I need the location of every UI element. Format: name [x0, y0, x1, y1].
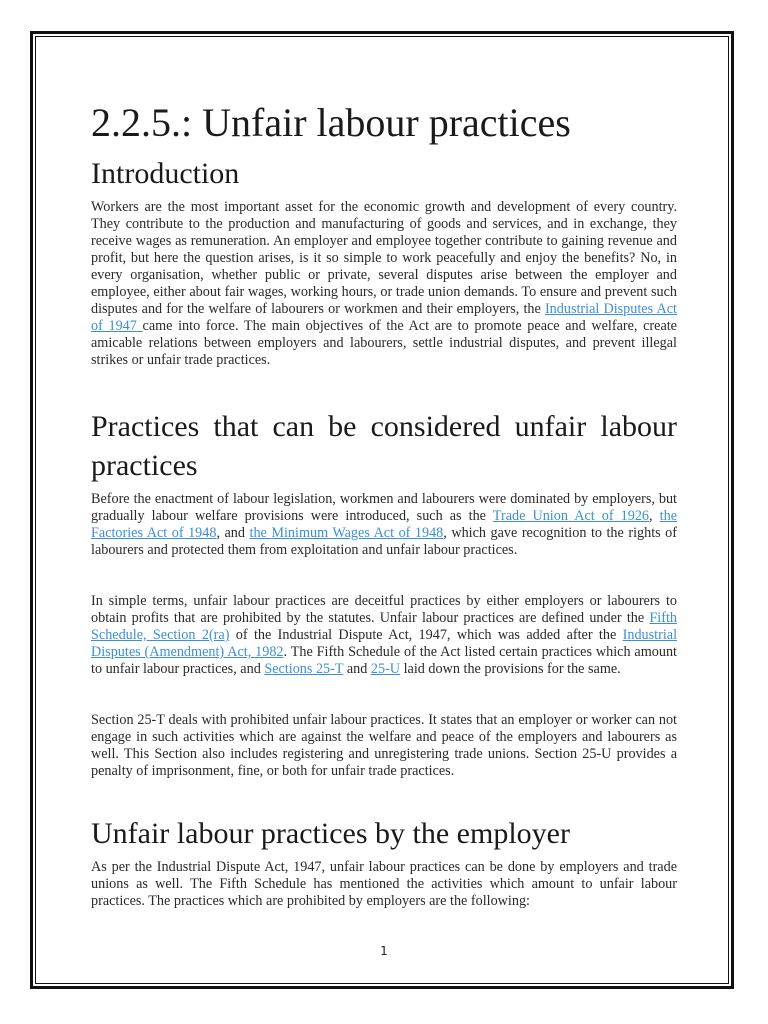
link-minimum-wages-act-1948[interactable]: the Minimum Wages Act of 1948: [249, 525, 444, 541]
introduction-paragraph: [91, 199, 677, 369]
page-title: 2.2.5.: Unfair labour practices: [91, 100, 571, 145]
section-heading-introduction: Introduction: [91, 157, 240, 190]
link-industrial-disputes-act-1947[interactable]: Industrial Disputes Act of 1947: [91, 301, 677, 334]
link-fifth-schedule-section-2ra[interactable]: Fifth Schedule, Section 2(ra): [91, 610, 677, 643]
paragraph-text: Before the enactment of labour legislation, workmen and labourers were dominated by employers, but gradually labour welfare provisions were introduced, such as the: [91, 491, 677, 524]
paragraph-text: In simple terms, unfair labour practices are deceitful practices by either employers or labourers to obtain profits that are prohibited by the statutes. Unfair labour practices are defined under the: [91, 593, 677, 626]
link-25u[interactable]: 25-U: [370, 661, 401, 677]
link-industrial-disputes-amendment-act-1982[interactable]: Industrial Disputes (Amendment) Act, 1982: [91, 627, 678, 660]
paragraph-text: laid down the provisions for the same.: [400, 661, 621, 677]
paragraph-text: of the Industrial Dispute Act, 1947, which was added after the: [229, 627, 623, 643]
document-body: [91, 96, 677, 910]
paragraph-text: came into force. The main objectives of the Act are to promote peace and welfare, create amicable relations between employers and labourers, settle industrial disputes, and prevent illegal strikes or unfair trade practices.: [91, 318, 677, 368]
employer-paragraph-1: As per the Industrial Dispute Act, 1947, unfair labour practices can be done by employers and trade unions as well. The Fifth Schedule has mentioned the activities which amount to unfair labour practices. The practices which are prohibited by employers are the following:: [91, 859, 677, 909]
page-number: 1: [380, 944, 388, 958]
section-heading-practices: Practices that can be considered unfair labour practices: [91, 410, 677, 482]
link-trade-union-act-1926[interactable]: Trade Union Act of 1926: [492, 508, 650, 524]
link-factories-act-1948[interactable]: the Factories Act of 1948: [91, 508, 677, 541]
practices-paragraph-3: Section 25-T deals with prohibited unfair labour practices. It states that an employer or worker can not engage in such activities which are against the welfare and peace of the employers and labourers as well. This Section also includes registering and unregistering trade unions. Section 25-U provides a penalty of imprisonment, fine, or both for unfair trade practices.: [91, 712, 677, 779]
paragraph-text: ,: [649, 508, 660, 524]
paragraph-text: . The Fifth Schedule of the Act listed certain practices which amount to unfair labour practices, and: [91, 644, 677, 677]
paragraph-text: , and: [216, 525, 250, 541]
section-heading-employer: Unfair labour practices by the employer: [91, 817, 570, 850]
paragraph-text: and: [343, 661, 371, 677]
link-sections-25t[interactable]: Sections 25-T: [264, 661, 344, 677]
practices-paragraph-2: [91, 593, 677, 678]
paragraph-text: , which gave recognition to the rights of labourers and protected them from exploitation and unfair labour practices.: [91, 525, 677, 558]
practices-paragraph-1: [91, 491, 677, 559]
paragraph-text: Workers are the most important asset for the economic growth and development of every country. They contribute to the production and manufacturing of goods and services, and in exchange, they receive wages as remuneration. An employer and employee together contribute to gaining revenue and profit, but here the question arises, is it so simple to work peacefully and enjoy the benefits? No, in every organisation, whether public or private, several disputes arise between the employer and employee, either about fair wages, working hours, or trade union demands. To ensure and prevent such disputes and for the welfare of labourers or workmen and their employers, the: [91, 199, 677, 317]
